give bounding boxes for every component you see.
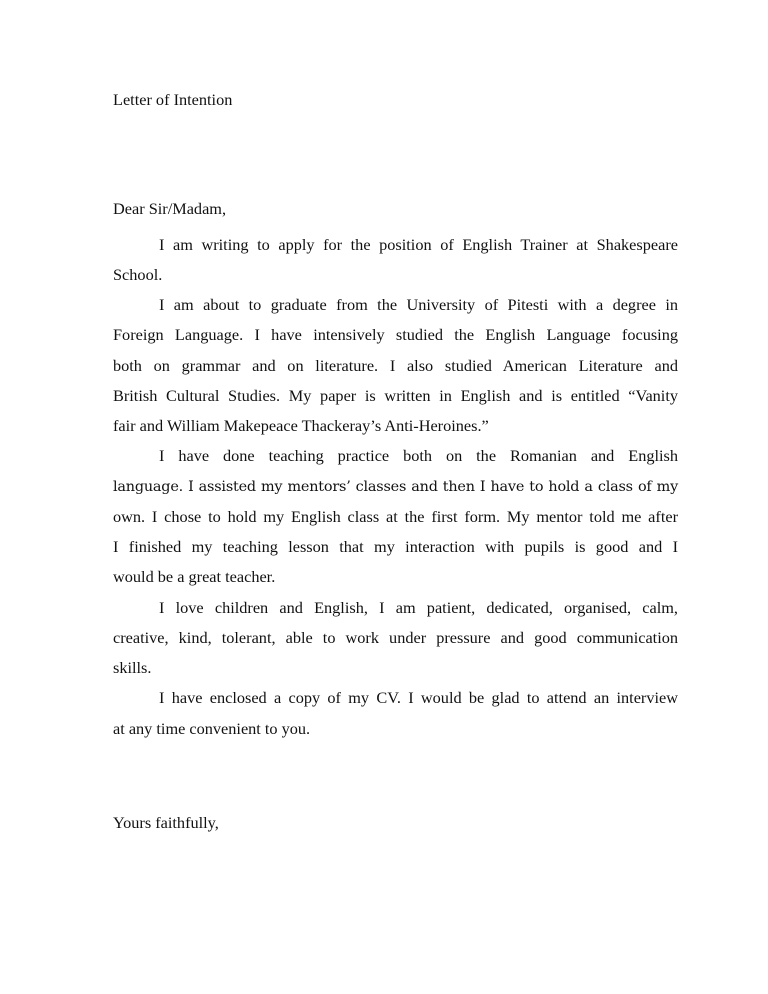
body-line: own. I chose to hold my English class at the first form. My mentor told me after: [113, 507, 678, 526]
body-line: would be a great teacher.: [113, 567, 276, 586]
salutation: Dear Sir/Madam,: [113, 199, 227, 218]
body-line: at any time convenient to you.: [113, 719, 311, 738]
body-line: creative, kind, tolerant, able to work under pressure and good communication: [113, 628, 678, 647]
body-line: School.: [113, 265, 163, 284]
body-line: I am writing to apply for the position of English Trainer at Shakespeare: [159, 235, 678, 254]
body-line: fair and William Makepeace Thackeray’s Anti-Heroines.”: [113, 416, 489, 435]
body-line: I finished my teaching lesson that my interaction with pupils is good and I: [113, 537, 678, 556]
body-line: Foreign Language. I have intensively studied the English Language focusing: [113, 325, 678, 344]
body-line: I am about to graduate from the University of Pitesti with a degree in: [159, 295, 678, 314]
closing: Yours faithfully,: [113, 813, 219, 832]
body-line: I have enclosed a copy of my CV. I would be glad to attend an interview: [159, 688, 678, 707]
body-line: language. I assisted my mentors’ classes and then I have to hold a class of my: [113, 479, 678, 495]
body-line: British Cultural Studies. My paper is written in English and is entitled “Vanity: [113, 386, 678, 405]
letter-title: Letter of Intention: [113, 90, 233, 109]
body-line: skills.: [113, 658, 152, 677]
body-line: I love children and English, I am patient, dedicated, organised, calm,: [159, 598, 678, 617]
body-line: both on grammar and on literature. I also studied American Literature and: [113, 356, 678, 375]
body-line: I have done teaching practice both on the Romanian and English: [159, 446, 678, 465]
